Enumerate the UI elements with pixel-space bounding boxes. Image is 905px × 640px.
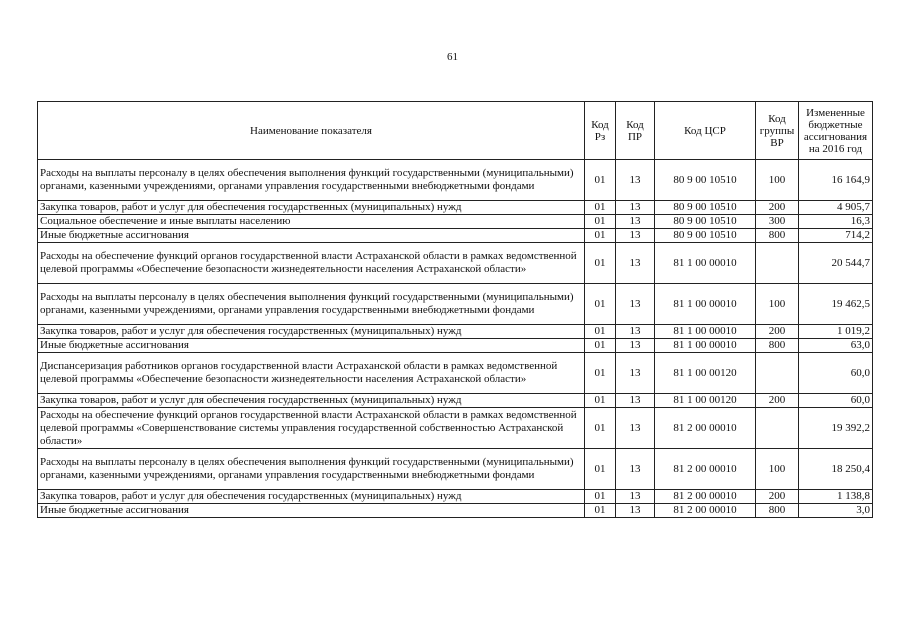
- row-amount: 18 250,4: [799, 449, 873, 490]
- row-pr: 13: [616, 243, 655, 284]
- row-amount: 63,0: [799, 339, 873, 353]
- table-row: [38, 160, 873, 201]
- row-csr: 80 9 00 10510: [655, 215, 756, 229]
- row-vr: [756, 243, 799, 284]
- table-row: [38, 408, 873, 449]
- row-pr: 13: [616, 284, 655, 325]
- row-name: Закупка товаров, работ и услуг для обеспечения государственных (муниципальных) нужд: [38, 394, 585, 408]
- row-rz: 01: [585, 353, 616, 394]
- row-csr: 80 9 00 10510: [655, 201, 756, 215]
- row-name: Расходы на выплаты персоналу в целях обеспечения выполнения функций государственными (муниципальными) органами, казенными учреждениями, органами управления государственными внебюджетными фондами: [38, 160, 585, 201]
- header-vr: Код группы ВР: [756, 102, 799, 160]
- row-name: Закупка товаров, работ и услуг для обеспечения государственных (муниципальных) нужд: [38, 490, 585, 504]
- row-csr: 81 2 00 00010: [655, 449, 756, 490]
- row-rz: 01: [585, 201, 616, 215]
- row-rz: 01: [585, 215, 616, 229]
- row-vr: 100: [756, 160, 799, 201]
- row-rz: 01: [585, 490, 616, 504]
- row-csr: 81 1 00 00010: [655, 325, 756, 339]
- table-row: [38, 201, 873, 215]
- row-rz: 01: [585, 243, 616, 284]
- row-csr: 81 1 00 00120: [655, 394, 756, 408]
- row-name: Расходы на обеспечение функций органов государственной власти Астраханской области в рамках ведомственной целевой программы «Обеспечение безопасности жизнедеятельности населения Астраханской области»: [38, 243, 585, 284]
- row-amount: 1 138,8: [799, 490, 873, 504]
- table-row: [38, 229, 873, 243]
- row-pr: 13: [616, 408, 655, 449]
- budget-table: [37, 101, 873, 518]
- row-vr: 800: [756, 504, 799, 518]
- row-csr: 81 1 00 00010: [655, 339, 756, 353]
- row-vr: [756, 353, 799, 394]
- row-rz: 01: [585, 325, 616, 339]
- row-vr: 200: [756, 325, 799, 339]
- row-rz: 01: [585, 339, 616, 353]
- table-row: [38, 284, 873, 325]
- row-rz: 01: [585, 394, 616, 408]
- row-amount: 60,0: [799, 394, 873, 408]
- row-amount: 20 544,7: [799, 243, 873, 284]
- row-amount: 16 164,9: [799, 160, 873, 201]
- header-pr: Код ПР: [616, 102, 655, 160]
- row-csr: 80 9 00 10510: [655, 229, 756, 243]
- header-csr: Код ЦСР: [655, 102, 756, 160]
- row-amount: 3,0: [799, 504, 873, 518]
- table-row: [38, 243, 873, 284]
- row-amount: 714,2: [799, 229, 873, 243]
- row-name: Закупка товаров, работ и услуг для обеспечения государственных (муниципальных) нужд: [38, 325, 585, 339]
- row-csr: 81 1 00 00010: [655, 284, 756, 325]
- table-row: [38, 490, 873, 504]
- row-pr: 13: [616, 215, 655, 229]
- row-amount: 16,3: [799, 215, 873, 229]
- row-amount: 4 905,7: [799, 201, 873, 215]
- row-rz: 01: [585, 160, 616, 201]
- row-pr: 13: [616, 325, 655, 339]
- row-pr: 13: [616, 229, 655, 243]
- row-csr: 81 2 00 00010: [655, 490, 756, 504]
- row-pr: 13: [616, 490, 655, 504]
- row-name: Иные бюджетные ассигнования: [38, 339, 585, 353]
- row-vr: 200: [756, 201, 799, 215]
- table-row: [38, 215, 873, 229]
- row-name: Иные бюджетные ассигнования: [38, 229, 585, 243]
- row-name: Закупка товаров, работ и услуг для обеспечения государственных (муниципальных) нужд: [38, 201, 585, 215]
- row-name: Иные бюджетные ассигнования: [38, 504, 585, 518]
- row-vr: 200: [756, 490, 799, 504]
- row-vr: 800: [756, 339, 799, 353]
- row-pr: 13: [616, 201, 655, 215]
- row-rz: 01: [585, 284, 616, 325]
- row-rz: 01: [585, 408, 616, 449]
- row-csr: 81 1 00 00120: [655, 353, 756, 394]
- table-row: [38, 504, 873, 518]
- table-header-row: [38, 102, 873, 160]
- row-rz: 01: [585, 229, 616, 243]
- row-vr: 100: [756, 284, 799, 325]
- row-pr: 13: [616, 449, 655, 490]
- row-vr: 800: [756, 229, 799, 243]
- table-body: [38, 160, 873, 518]
- row-pr: 13: [616, 504, 655, 518]
- row-name: Социальное обеспечение и иные выплаты населению: [38, 215, 585, 229]
- row-csr: 81 2 00 00010: [655, 504, 756, 518]
- table-row: [38, 353, 873, 394]
- row-csr: 81 2 00 00010: [655, 408, 756, 449]
- page-number: 61: [447, 51, 458, 63]
- header-rz: Код Рз: [585, 102, 616, 160]
- table-row: [38, 449, 873, 490]
- row-name: Расходы на выплаты персоналу в целях обеспечения выполнения функций государственными (муниципальными) органами, казенными учреждениями, органами управления государственными внебюджетными фондами: [38, 284, 585, 325]
- header-name: Наименование показателя: [38, 102, 585, 160]
- table-row: [38, 339, 873, 353]
- row-pr: 13: [616, 394, 655, 408]
- row-pr: 13: [616, 160, 655, 201]
- row-rz: 01: [585, 504, 616, 518]
- row-amount: 60,0: [799, 353, 873, 394]
- row-amount: 19 462,5: [799, 284, 873, 325]
- row-vr: 100: [756, 449, 799, 490]
- row-amount: 19 392,2: [799, 408, 873, 449]
- row-pr: 13: [616, 353, 655, 394]
- row-name: Расходы на обеспечение функций органов государственной власти Астраханской области в рамках ведомственной целевой программы «Совершенствование системы управления государственной собственностью Астраханской области»: [38, 408, 585, 449]
- row-rz: 01: [585, 449, 616, 490]
- table-row: [38, 325, 873, 339]
- row-vr: 200: [756, 394, 799, 408]
- row-amount: 1 019,2: [799, 325, 873, 339]
- row-csr: 81 1 00 00010: [655, 243, 756, 284]
- row-vr: 300: [756, 215, 799, 229]
- row-csr: 80 9 00 10510: [655, 160, 756, 201]
- row-vr: [756, 408, 799, 449]
- table-row: [38, 394, 873, 408]
- header-amount: Измененные бюджетные ассигнования на 2016 год: [799, 102, 873, 160]
- row-name: Диспансеризация работников органов государственной власти Астраханской области в рамках ведомственной целевой программы «Обеспечение безопасности жизнедеятельности населения Астраханской области»: [38, 353, 585, 394]
- row-name: Расходы на выплаты персоналу в целях обеспечения выполнения функций государственными (муниципальными) органами, казенными учреждениями, органами управления государственными внебюджетными фондами: [38, 449, 585, 490]
- row-pr: 13: [616, 339, 655, 353]
